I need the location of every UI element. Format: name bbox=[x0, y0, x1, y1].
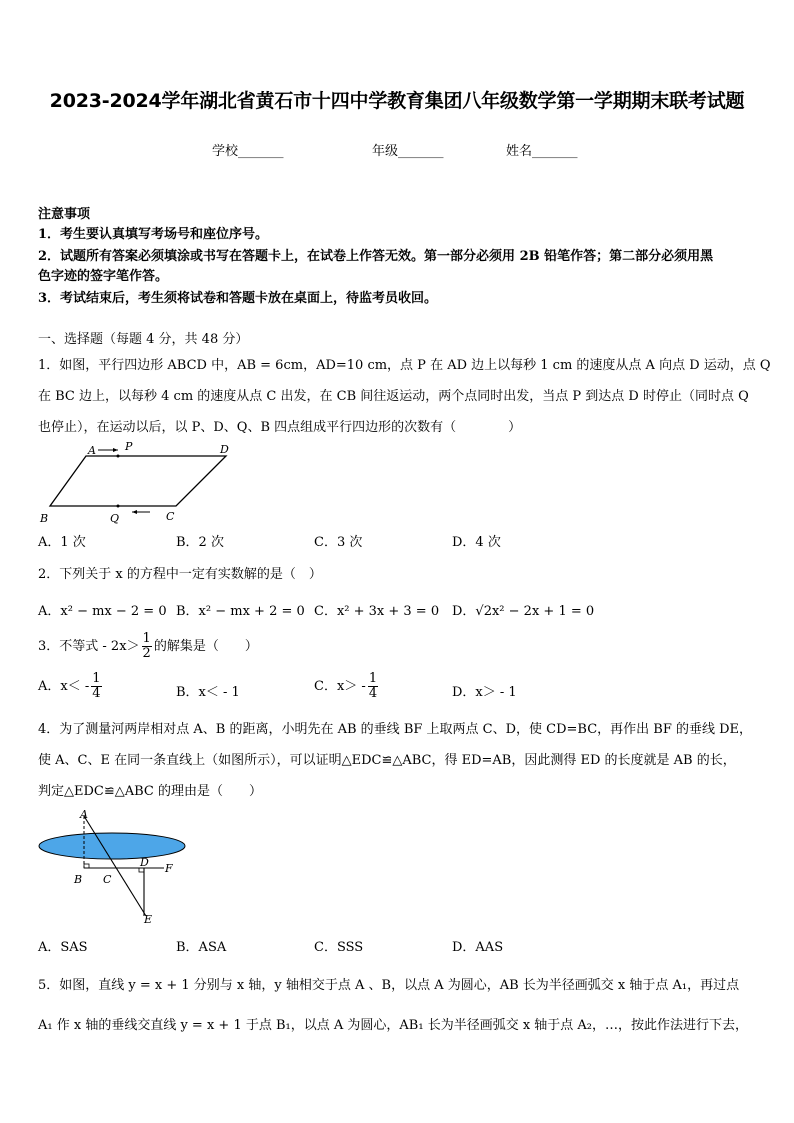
q1-option-d[interactable]: D．4 次 bbox=[452, 535, 501, 550]
q4-option-b[interactable]: B．ASA bbox=[176, 940, 227, 955]
q2-stem: 2．下列关于 x 的方程中一定有实数解的是（ ） bbox=[38, 567, 322, 582]
section-heading: 一、选择题（每题 4 分，共 48 分） bbox=[38, 332, 249, 347]
label-d: D bbox=[220, 443, 229, 456]
q1-option-b[interactable]: B．2 次 bbox=[176, 535, 224, 550]
q4-line: 判定△EDC≌△ABC 的理由是（ ） bbox=[38, 784, 263, 799]
q2-option-c[interactable]: C．x² + 3x + 3 = 0 bbox=[314, 604, 440, 619]
label-a: A bbox=[88, 444, 96, 457]
label-a: A bbox=[80, 808, 88, 821]
q4-line: 使 A、C、E 在同一条直线上（如图所示），可以证明△EDC≌△ABC，得 ED=AB，因此测得 ED 的长度就是 AB 的长， bbox=[38, 753, 736, 768]
q4-option-c[interactable]: C．SSS bbox=[314, 940, 364, 955]
q3-option-c[interactable]: C．x＞ - $\frac{1}{4}$ bbox=[314, 671, 378, 701]
river-figure bbox=[36, 808, 186, 926]
q1-line: 也停止），在运动以后，以 P、D、Q、B 四点组成平行四边形的次数有（ ） bbox=[38, 420, 522, 435]
q3-option-d[interactable]: D．x＞ - 1 bbox=[452, 685, 517, 700]
label-p: P bbox=[125, 440, 133, 453]
label-f: F bbox=[165, 862, 173, 875]
fraction: $\frac{1}{2}$ bbox=[142, 631, 151, 661]
notice-item: 2．试题所有答案必须填涂或书写在答题卡上，在试卷上作答无效。第一部分必须用 2B 铅笔作答；第二部分必须用黑 bbox=[38, 249, 714, 264]
q2-option-a[interactable]: A．x² − mx − 2 = 0 bbox=[38, 604, 167, 619]
river-ellipse bbox=[39, 833, 185, 859]
q1-option-a[interactable]: A．1 次 bbox=[38, 535, 86, 550]
q1-line: 1．如图，平行四边形 ABCD 中，AB = 6cm，AD=10 cm，点 P 在 AD 边上以每秒 1 cm 的速度从点 A 向点 D 运动，点 Q bbox=[38, 358, 771, 373]
q1-option-c[interactable]: C．3 次 bbox=[314, 535, 363, 550]
notice-item: 1．考生要认真填写考场号和座位序号。 bbox=[38, 227, 269, 242]
q4-option-a[interactable]: A．SAS bbox=[38, 940, 88, 955]
label-b: B bbox=[74, 873, 83, 886]
label-c: C bbox=[166, 510, 175, 523]
notice-item: 3．考试结束后，考生须将试卷和答题卡放在桌面上，待监考员收回。 bbox=[38, 291, 438, 306]
notice-item: 色字迹的签字笔作答。 bbox=[38, 269, 169, 284]
notice-heading: 注意事项 bbox=[38, 207, 91, 222]
grade-field[interactable]: 年级_______ bbox=[372, 144, 444, 159]
q3-stem bbox=[38, 632, 258, 661]
q2-option-b[interactable]: B．x² − mx + 2 = 0 bbox=[176, 604, 305, 619]
q5-line: A₁ 作 x 轴的垂线交直线 y = x + 1 于点 B₁，以点 A 为圆心，AB₁ 长为半径画弧交 x 轴于点 A₂，…，按此作法进行下去， bbox=[38, 1018, 749, 1033]
label-e: E bbox=[144, 913, 153, 926]
school-field[interactable]: 学校_______ bbox=[212, 144, 284, 159]
page-title: 2023-2024学年湖北省黄石市十四中学教育集团八年级数学第一学期期末联考试题 bbox=[49, 90, 745, 112]
q1-line: 在 BC 边上，以每秒 4 cm 的速度从点 C 出发，在 CB 间往返运动，两个点同时出发，当点 P 到达点 D 时停止（同时点 Q bbox=[38, 389, 749, 404]
label-c: C bbox=[103, 873, 112, 886]
q4-option-d[interactable]: D．AAS bbox=[452, 940, 504, 955]
label-b: B bbox=[40, 512, 49, 525]
q3-option-a[interactable]: A．x＜ - $\frac{1}{4}$ bbox=[38, 671, 101, 701]
q2-option-d[interactable]: D．√2x² − 2x + 1 = 0 bbox=[452, 604, 595, 619]
name-field[interactable]: 姓名_______ bbox=[506, 144, 578, 159]
q5-line: 5．如图，直线 y = x + 1 分别与 x 轴，y 轴相交于点 A 、B，以点 A 为圆心，AB 长为半径画弧交 x 轴于点 A₁，再过点 bbox=[38, 978, 740, 993]
parallelogram-figure bbox=[36, 440, 236, 526]
label-d: D bbox=[140, 856, 149, 869]
q3-stem-suffix: 的解集是（ ） bbox=[153, 639, 258, 654]
label-q: Q bbox=[110, 512, 120, 525]
q4-line: 4．为了测量河两岸相对点 A、B 的距离，小明先在 AB 的垂线 BF 上取两点 C、D，使 CD=BC，再作出 BF 的垂线 DE， bbox=[38, 722, 753, 737]
q3-option-b[interactable]: B．x＜ - 1 bbox=[176, 685, 240, 700]
q3-stem-prefix: 3．不等式 - 2x＞ bbox=[38, 639, 140, 654]
